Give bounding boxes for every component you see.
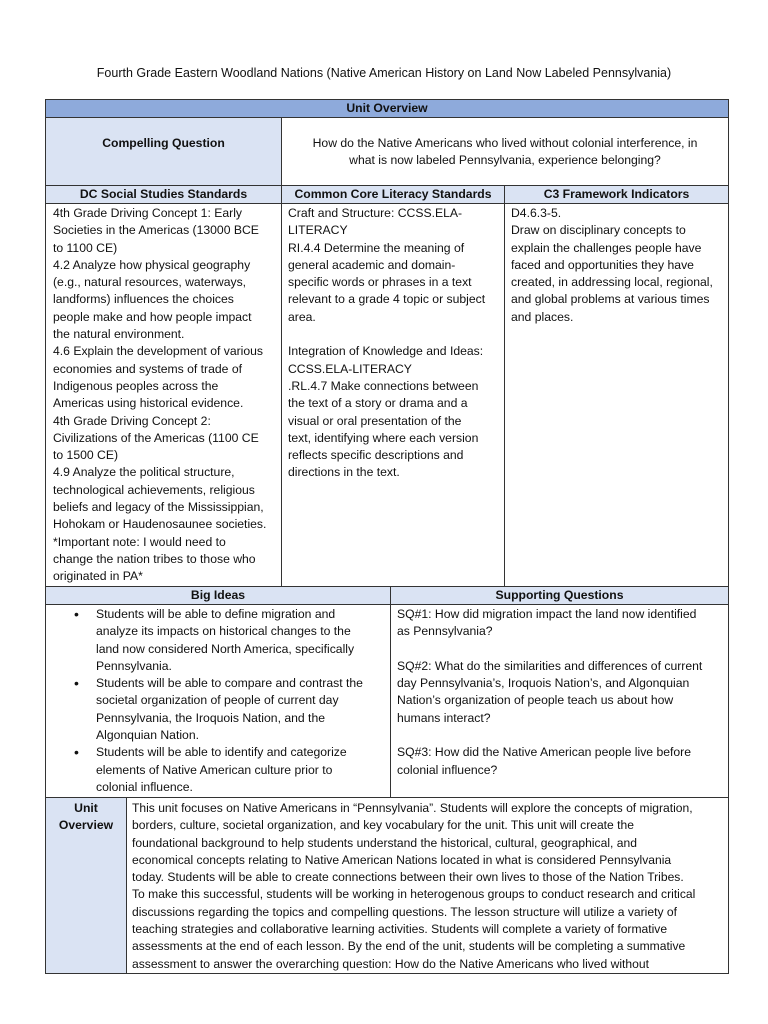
big-ideas-header: Big Ideas [45,586,391,605]
blank-line [397,727,722,744]
unit-overview-line: borders, culture, societal organization, and key vocabulary for the unit. This unit will create the [132,818,634,833]
ccss-standards-line: text, identifying where each version [288,430,479,445]
supporting-question: SQ#3: How did the Native American people live before colonial influence? [397,745,692,777]
dc-standards-line: the natural environment. [53,327,185,342]
dc-standards-line: to 1100 CE) [53,240,118,255]
dc-standards-line: Societies in the Americas (13000 BCE [53,223,259,238]
ccss-standards-header: Common Core Literacy Standards [281,185,505,204]
unit-overview-text-cell [126,797,729,974]
ccss-standards-blank-line [288,326,498,343]
supporting-question: SQ#1: How did migration impact the land now identified as Pennsylvania? [397,607,697,639]
c3-framework-line: D4.6.3-5. [511,206,562,220]
ccss-standards-line: reflects specific descriptions and [288,448,464,463]
ccss-standards-line: RI.4.4 Determine the meaning of [288,240,465,255]
c3-framework-line: explain the challenges people have [511,240,702,255]
unit-overview-line: To make this successful, students will be working in heterogenous groups to conduct research and critical [132,887,696,902]
ccss-standards-line: directions in the text. [288,465,400,480]
compelling-question-line: what is now labeled Pennsylvania, experience belonging? [349,153,661,168]
dc-standards-line: economies and systems of trade of [53,361,243,376]
c3-framework-header: C3 Framework Indicators [504,185,729,204]
unit-overview-line: discussions regarding the topics and compelling questions. The lesson structure will utilize a variety of [132,904,677,919]
big-idea-item: • Students will be able to identify and categorize elements of Native American culture prior to colonial influence. [96,744,390,796]
dc-standards-line: Hohokam or Haudenosaunee societies. [53,517,267,532]
dc-standards-line: 4.9 Analyze the political structure, [53,465,235,480]
unit-overview-line: today. Students will be able to create connections between their own lives to those of the Nation Tribes. [132,870,684,885]
ccss-standards-line: relevant to a grade 4 topic or subject [288,292,486,307]
unit-overview-line: assessments at the end of each lesson. By the end of the unit, students will be completing a summative [132,939,686,954]
dc-standards-line: beliefs and legacy of the Mississippian, [53,500,264,515]
dc-standards-line: Civilizations of the Americas (1100 CE [53,430,259,445]
supporting-questions-cell [390,604,729,798]
dc-standards-line: people make and how people impact [53,309,252,324]
compelling-question-label-cell [45,117,282,186]
dc-standards-header: DC Social Studies Standards [45,185,282,204]
supporting-questions-header: Supporting Questions [390,586,729,605]
ccss-standards-line: Craft and Structure: CCSS.ELA- [288,206,463,220]
document-title: Fourth Grade Eastern Woodland Nations (Native American History on Land Now Labeled Pennsylvania) [96,66,672,80]
unit-overview-header: Unit Overview [45,99,729,118]
unit-overview-line: teaching strategies and collaborative learning activities. Students will complete a variety of formative [132,922,668,937]
dc-standards-line: Americas using historical evidence. [53,396,244,411]
ccss-standards-line: general academic and domain- [288,257,456,272]
dc-standards-line: (e.g., natural resources, waterways, [53,275,247,290]
ccss-standards-cell [281,203,505,587]
ccss-standards-line: LITERACY [288,223,348,238]
c3-framework-line: created, in addressing local, regional, [511,275,713,290]
dc-standards-line: 4.6 Explain the development of various [53,344,264,359]
dc-standards-line: 4th Grade Driving Concept 1: Early [53,206,242,220]
dc-standards-cell [45,203,282,587]
c3-framework-cell [504,203,729,587]
blank-line [397,641,722,658]
c3-framework-line: and global problems at various times [511,292,710,307]
compelling-question-line: How do the Native Americans who lived without colonial interference, in [312,136,698,150]
unit-overview-line: economical concepts relating to Native American Nations located in what is considered Pennsylvania [132,852,672,867]
ccss-standards-line: Integration of Knowledge and Ideas: [288,344,484,359]
dc-standards-line: technological achievements, religious [53,482,255,497]
big-idea-item: • Students will be able to define migration and analyze its impacts on historical changes to the land now considered North America, specifically Pennsylvania. [96,606,390,675]
c3-framework-line: and places. [511,309,574,324]
big-ideas-cell [45,604,391,798]
dc-standards-line: 4th Grade Driving Concept 2: [53,413,211,428]
dc-standards-line: *Important note: I would need to [53,534,226,549]
ccss-standards-line: CCSS.ELA-LITERACY [288,361,412,376]
supporting-question: SQ#2: What do the similarities and differences of current day Pennsylvania’s, Iroquois Nation’s, and Algonquian Nation’s organization of people teach us about how humans interact? [397,658,703,725]
unit-overview-line: This unit focuses on Native Americans in “Pennsylvania”. Students will explore the concepts of migration, [132,801,693,815]
ccss-standards-line: area. [288,309,316,324]
ccss-standards-line: specific words or phrases in a text [288,275,472,290]
dc-standards-line: change the nation tribes to those who [53,551,256,566]
unit-overview-line: foundational background to help students understand the historical, cultural, geographical, and [132,835,637,850]
unit-overview-label-cell [45,797,127,974]
unit-overview-line: assessment to answer the overarching question: How do the Native Americans who lived without [132,956,649,971]
dc-standards-line: landforms) influences the choices [53,292,234,307]
big-ideas-list [46,606,390,796]
dc-standards-line: to 1500 CE) [53,448,119,463]
compelling-question-cell [281,117,729,186]
ccss-standards-line: the text of a story or drama and a [288,396,468,411]
dc-standards-line: 4.2 Analyze how physical geography [53,257,251,272]
c3-framework-line: Draw on disciplinary concepts to [511,223,686,238]
dc-standards-line: originated in PA* [53,569,143,584]
compelling-question-label: Compelling Question [102,136,225,150]
dc-standards-line: Indigenous peoples across the [53,378,219,393]
c3-framework-line: faced and opportunities they have [511,257,694,272]
ccss-standards-line: visual or oral presentation of the [288,413,462,428]
unit-overview-label: Unit [74,801,98,815]
ccss-standards-line: .RL.4.7 Make connections between [288,378,479,393]
unit-overview-label: Overview [58,818,114,833]
big-idea-item: • Students will be able to compare and contrast the societal organization of people of current day Pennsylvania, the Iroquois Nation, and the Algonquian Nation. [96,675,390,744]
